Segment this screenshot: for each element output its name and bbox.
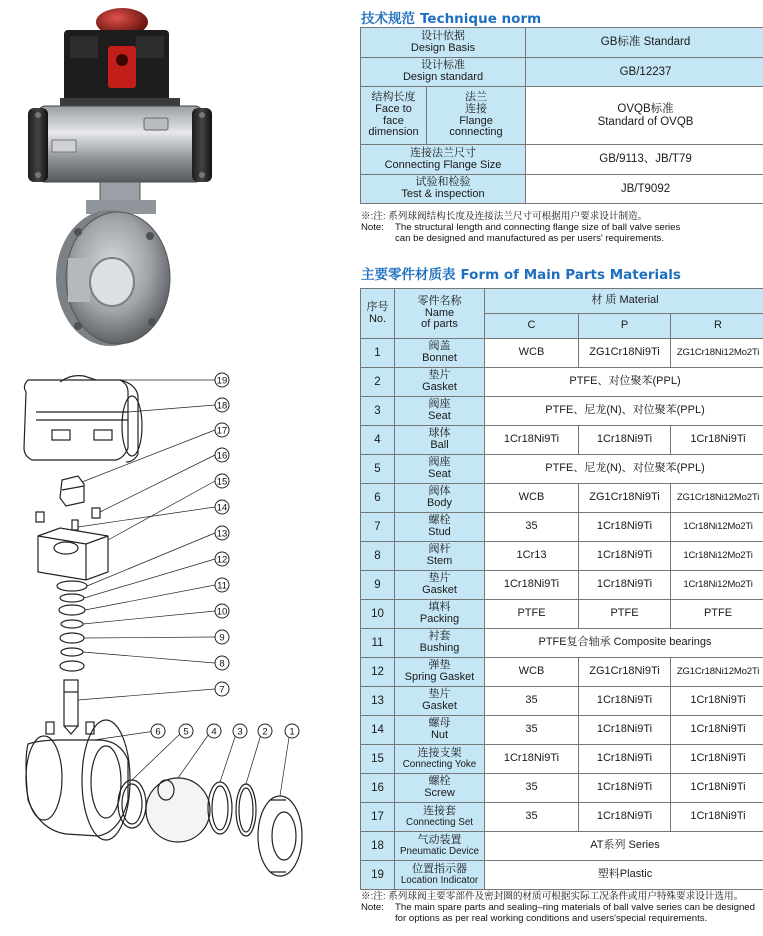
label-cell — [361, 145, 526, 175]
callout-number: 15 — [216, 476, 228, 488]
sub-label-cell — [427, 87, 526, 145]
part-name-cell — [395, 687, 485, 716]
material-p-cell: ZG1Cr18Ni9Ti — [579, 484, 671, 513]
header-no — [361, 289, 395, 339]
materials-body — [361, 339, 763, 890]
part-number-cell: 12 — [361, 658, 395, 687]
material-c-cell: WCB — [485, 339, 579, 368]
callout-number: 6 — [155, 726, 161, 738]
table-row — [361, 542, 763, 571]
note-prefix: ※:注: — [361, 891, 386, 902]
material-span-cell: 塑料Plastic — [485, 861, 763, 890]
note-text: can be designed and manufactured as per users' requirements. — [395, 233, 665, 244]
callout-number: 8 — [219, 658, 225, 670]
material-p-cell: ZG1Cr18Ni9Ti — [579, 339, 671, 368]
part-name-en: Spring Gasket — [404, 671, 475, 683]
table-row — [361, 484, 763, 513]
callout-number: 17 — [216, 425, 228, 437]
value-line: OVQB标准 — [617, 103, 674, 116]
table-row — [361, 629, 763, 658]
label-zh: 试验和检验 — [415, 176, 471, 189]
label-zh: 连接法兰尺寸 — [410, 146, 476, 159]
part-name-zh: 气动装置 — [417, 834, 462, 847]
technique-norm-title — [361, 7, 541, 27]
callout-number: 2 — [262, 726, 268, 738]
material-c-cell: 35 — [485, 513, 579, 542]
callout-number: 1 — [289, 726, 295, 738]
callout-number: 13 — [216, 528, 228, 540]
value-cell: JB/T9092 — [526, 175, 763, 204]
material-r-cell: 1Cr18Ni9Ti — [671, 687, 763, 716]
part-name-zh: 阀体 — [428, 485, 451, 498]
material-c-cell: 35 — [485, 803, 579, 832]
part-number-cell: 10 — [361, 600, 395, 629]
callout-number: 11 — [217, 580, 227, 592]
part-number-cell: 14 — [361, 716, 395, 745]
part-number-cell: 11 — [361, 629, 395, 658]
part-name-cell — [395, 600, 485, 629]
part-name-en: Bushing — [419, 642, 460, 654]
table-row — [361, 339, 763, 368]
part-name-cell — [395, 658, 485, 687]
part-name-en: Packing — [419, 613, 460, 625]
material-c-cell: WCB — [485, 484, 579, 513]
title-en: Technique norm — [420, 11, 542, 27]
valve-illustration — [0, 0, 350, 936]
label-zh: 设计依据 — [421, 29, 465, 42]
material-span-cell: AT系列 Series — [485, 832, 763, 861]
part-name-zh: 螺栓 — [428, 514, 451, 527]
label-cell — [361, 87, 427, 145]
part-name-zh: 阀杆 — [428, 543, 451, 556]
label-en: dimension — [368, 126, 419, 139]
material-p-cell: 1Cr18Ni9Ti — [579, 426, 671, 455]
callout-number: 5 — [183, 726, 189, 738]
table-row — [361, 28, 763, 58]
header-col-r: R — [671, 314, 763, 339]
callout-number: 10 — [216, 606, 228, 618]
note-line-en — [361, 233, 680, 244]
part-number-cell: 15 — [361, 745, 395, 774]
part-name-zh: 填料 — [428, 601, 451, 614]
part-name-en: Bonnet — [422, 352, 457, 364]
part-name-cell — [395, 716, 485, 745]
header-no-en: No. — [368, 312, 387, 325]
part-name-cell — [395, 455, 485, 484]
header-name — [395, 289, 485, 339]
material-p-cell: PTFE — [579, 600, 671, 629]
callout-number: 12 — [216, 554, 228, 566]
table-row — [361, 658, 763, 687]
material-span-cell: PTFE、尼龙(N)、对位聚苯(PPL) — [485, 455, 763, 484]
part-number-cell: 3 — [361, 397, 395, 426]
note-prefix: ※:注: — [361, 211, 386, 222]
part-name-en: Stem — [426, 555, 453, 567]
part-name-zh: 垫片 — [428, 688, 451, 701]
table-row — [361, 803, 763, 832]
part-name-cell — [395, 513, 485, 542]
table-row — [361, 774, 763, 803]
material-r-cell: 1Cr18Ni12Mo2Ti — [671, 542, 763, 571]
part-number-cell: 18 — [361, 832, 395, 861]
callout-number: 16 — [216, 450, 228, 462]
material-c-cell: 1Cr13 — [485, 542, 579, 571]
label-zh: 设计标准 — [421, 59, 465, 72]
material-r-cell: 1Cr18Ni9Ti — [671, 774, 763, 803]
part-name-en: Stud — [428, 526, 451, 538]
material-span-cell: PTFE、对位聚苯(PPL) — [485, 368, 763, 397]
part-number-cell: 8 — [361, 542, 395, 571]
note-text: for options as per real working conditions and users'special requirements. — [395, 913, 708, 924]
material-c-cell: 1Cr18Ni9Ti — [485, 745, 579, 774]
part-name-en: Pneumatic Device — [400, 845, 479, 857]
table-row — [361, 861, 763, 890]
value-cell: GB/9113、JB/T79 — [526, 145, 763, 175]
part-name-en: Seat — [428, 410, 451, 422]
part-name-en: Connecting Set — [406, 816, 473, 828]
note-prefix: Note: — [361, 222, 384, 233]
material-p-cell: 1Cr18Ni9Ti — [579, 745, 671, 774]
note-line-en — [361, 913, 755, 924]
part-name-zh: 阀盖 — [428, 340, 451, 353]
part-number-cell: 17 — [361, 803, 395, 832]
callout-number: 19 — [216, 375, 228, 387]
header-no-zh: 序号 — [366, 300, 389, 313]
table-row — [361, 58, 763, 87]
illustration-panel — [0, 0, 350, 936]
material-span-cell: PTFE、尼龙(N)、对位聚苯(PPL) — [485, 397, 763, 426]
material-r-cell: PTFE — [671, 600, 763, 629]
label-zh: 法兰 — [465, 91, 487, 104]
table-row — [361, 455, 763, 484]
header-row — [361, 289, 763, 314]
material-span-cell: PTFE复合轴承 Composite bearings — [485, 629, 763, 658]
label-en: face — [383, 114, 404, 127]
callout-number: 14 — [216, 502, 228, 514]
value-cell: GB标准 Standard — [526, 28, 763, 58]
part-name-en: Gasket — [422, 584, 457, 596]
note-text: The main spare parts and sealing–ring materials of ball valve series can be designed — [395, 902, 755, 913]
material-p-cell: 1Cr18Ni9Ti — [579, 513, 671, 542]
table-row — [361, 571, 763, 600]
callout-number: 3 — [237, 726, 243, 738]
materials-title — [361, 263, 681, 283]
part-number-cell: 7 — [361, 513, 395, 542]
table-row — [361, 687, 763, 716]
part-number-cell: 5 — [361, 455, 395, 484]
material-p-cell: 1Cr18Ni9Ti — [579, 542, 671, 571]
value-line: Standard of OVQB — [597, 115, 694, 128]
header-name-en: of parts — [421, 318, 458, 331]
part-name-cell — [395, 339, 485, 368]
material-p-cell: 1Cr18Ni9Ti — [579, 716, 671, 745]
material-r-cell: 1Cr18Ni9Ti — [671, 426, 763, 455]
part-name-en: Seat — [428, 468, 451, 480]
part-name-zh: 垫片 — [428, 369, 451, 382]
part-name-cell — [395, 861, 485, 890]
part-name-zh: 垫片 — [428, 572, 451, 585]
part-name-cell — [395, 368, 485, 397]
part-number-cell: 2 — [361, 368, 395, 397]
part-name-cell — [395, 542, 485, 571]
table-row — [361, 745, 763, 774]
part-number-cell: 19 — [361, 861, 395, 890]
label-en: Flange — [459, 114, 493, 127]
header-col-p: P — [579, 314, 671, 339]
part-name-zh: 螺栓 — [428, 775, 451, 788]
note-line-zh — [361, 211, 680, 222]
part-number-cell: 9 — [361, 571, 395, 600]
note-prefix: Note: — [361, 902, 384, 913]
part-name-zh: 阀座 — [428, 456, 451, 469]
title-en: Form of Main Parts Materials — [460, 267, 681, 283]
note-text: 系列球阀主要零部件及密封圈的材质可根据实际工况条件或用户特殊要求设计选用。 — [388, 891, 744, 902]
part-number-cell: 16 — [361, 774, 395, 803]
part-name-en: Body — [426, 497, 453, 509]
material-p-cell: 1Cr18Ni9Ti — [579, 571, 671, 600]
callout-number: 4 — [211, 726, 217, 738]
table-row — [361, 87, 763, 145]
label-zh: 结构长度 — [371, 91, 416, 104]
materials-table — [360, 288, 763, 890]
material-p-cell: 1Cr18Ni9Ti — [579, 774, 671, 803]
table-row — [361, 426, 763, 455]
material-r-cell: 1Cr18Ni9Ti — [671, 716, 763, 745]
value-cell — [526, 87, 763, 145]
part-number-cell: 6 — [361, 484, 395, 513]
material-c-cell: PTFE — [485, 600, 579, 629]
header-material-zh: 材 质 — [591, 294, 617, 307]
label-cell — [361, 58, 526, 87]
label-cell — [361, 28, 526, 58]
part-name-en: Gasket — [422, 700, 457, 712]
material-r-cell: 1Cr18Ni9Ti — [671, 803, 763, 832]
table-row — [361, 513, 763, 542]
label-zh: 连接 — [465, 102, 487, 115]
table-row — [361, 832, 763, 861]
part-name-zh: 阀座 — [428, 398, 451, 411]
part-name-zh: 球体 — [428, 427, 451, 440]
callout-number: 9 — [219, 632, 225, 644]
material-r-cell: 1Cr18Ni12Mo2Ti — [671, 571, 763, 600]
material-c-cell: 35 — [485, 687, 579, 716]
label-en: Connecting Flange Size — [384, 158, 502, 171]
material-c-cell: WCB — [485, 658, 579, 687]
technique-norm-table — [360, 27, 763, 204]
note-line-en — [361, 222, 680, 233]
part-name-cell — [395, 774, 485, 803]
material-c-cell: 1Cr18Ni9Ti — [485, 426, 579, 455]
product-photo — [28, 8, 212, 346]
part-name-zh: 弹垫 — [428, 659, 451, 672]
material-r-cell: 1Cr18Ni12Mo2Ti — [671, 513, 763, 542]
part-name-cell — [395, 629, 485, 658]
material-r-cell: ZG1Cr18Ni12Mo2Ti — [671, 658, 763, 687]
part-name-en: Connecting Yoke — [402, 758, 477, 770]
exploded-drawing — [24, 376, 302, 876]
material-c-cell: 35 — [485, 716, 579, 745]
part-name-en: Nut — [430, 729, 449, 741]
spec-panel — [358, 0, 763, 936]
material-r-cell: ZG1Cr18Ni12Mo2Ti — [671, 339, 763, 368]
label-en: Design Basis — [410, 41, 476, 54]
part-name-cell — [395, 484, 485, 513]
material-p-cell: 1Cr18Ni9Ti — [579, 687, 671, 716]
table-row — [361, 397, 763, 426]
part-name-zh: 位置指示器 — [412, 863, 467, 876]
note-text: The structural length and connecting flange size of ball valve series — [395, 222, 681, 233]
label-en: connecting — [449, 126, 503, 139]
header-material — [485, 289, 763, 314]
material-r-cell: ZG1Cr18Ni12Mo2Ti — [671, 484, 763, 513]
callout-numbers — [151, 373, 299, 738]
material-r-cell: 1Cr18Ni9Ti — [671, 745, 763, 774]
table-row — [361, 145, 763, 175]
part-name-zh: 螺母 — [428, 717, 451, 730]
value-cell: GB/12237 — [526, 58, 763, 87]
part-number-cell: 1 — [361, 339, 395, 368]
title-zh: 技术规范 — [361, 11, 415, 27]
header-name-en: Name — [424, 306, 455, 319]
table-row — [361, 368, 763, 397]
part-name-cell — [395, 571, 485, 600]
header-material-en: Material — [619, 294, 659, 307]
part-number-cell: 4 — [361, 426, 395, 455]
material-p-cell: 1Cr18Ni9Ti — [579, 803, 671, 832]
header-name-zh: 零件名称 — [417, 295, 462, 308]
label-cell — [361, 175, 526, 204]
table-row — [361, 600, 763, 629]
table-row — [361, 175, 763, 204]
part-name-zh: 连接支架 — [417, 747, 462, 760]
callout-number: 7 — [219, 684, 225, 696]
table-row — [361, 716, 763, 745]
callout-number: 18 — [216, 400, 228, 412]
label-en: Test & inspection — [401, 188, 485, 200]
part-name-zh: 衬套 — [428, 630, 451, 643]
part-name-zh: 连接套 — [423, 805, 456, 818]
part-name-en: Ball — [430, 439, 449, 451]
part-name-en: Location Indicator — [400, 874, 479, 886]
part-name-cell — [395, 397, 485, 426]
technique-note — [361, 211, 680, 244]
note-line-zh — [361, 891, 755, 902]
material-c-cell: 1Cr18Ni9Ti — [485, 571, 579, 600]
material-c-cell: 35 — [485, 774, 579, 803]
material-p-cell: ZG1Cr18Ni9Ti — [579, 658, 671, 687]
part-name-cell — [395, 803, 485, 832]
materials-note — [361, 891, 755, 924]
part-name-cell — [395, 832, 485, 861]
part-name-cell — [395, 426, 485, 455]
note-text: 系列球阀结构长度及连接法兰尺寸可根据用户要求设计制造。 — [388, 211, 648, 222]
label-en: Design standard — [402, 71, 484, 83]
label-en: Face to — [375, 102, 412, 115]
note-line-en — [361, 902, 755, 913]
part-name-en: Gasket — [422, 381, 457, 393]
part-number-cell: 13 — [361, 687, 395, 716]
header-col-c: C — [485, 314, 579, 339]
part-name-cell — [395, 745, 485, 774]
title-zh: 主要零件材质表 — [361, 267, 456, 283]
part-name-en: Screw — [424, 787, 455, 799]
